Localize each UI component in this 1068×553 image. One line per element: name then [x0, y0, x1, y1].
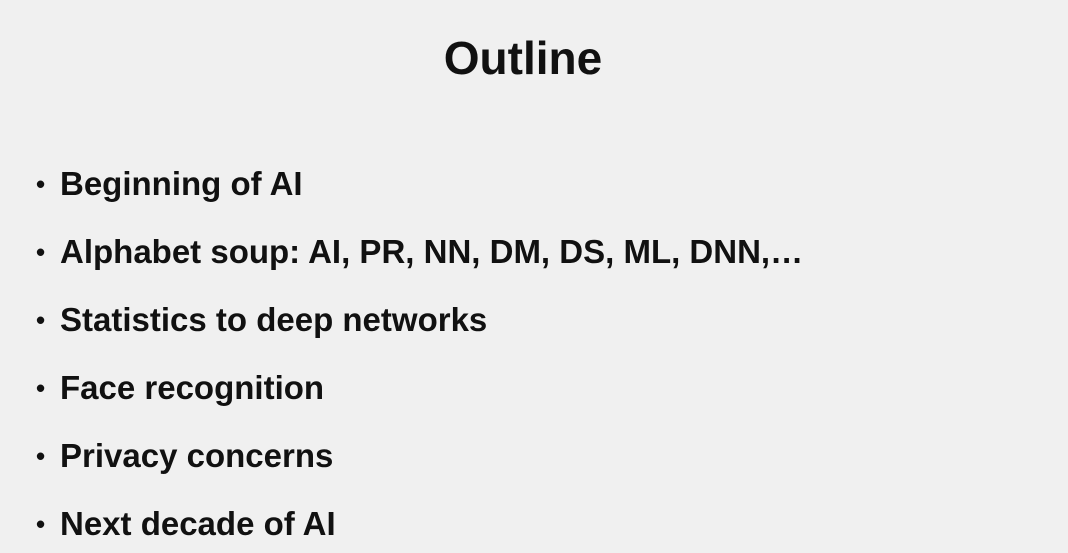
list-item-text: Privacy concerns [60, 437, 334, 474]
bullet-icon: • [36, 373, 46, 403]
outline-list [36, 150, 803, 553]
list-item [36, 286, 803, 354]
list-item [36, 490, 803, 553]
bullet-icon: • [36, 509, 46, 539]
list-item [36, 354, 803, 422]
list-item-text: Next decade of AI [60, 505, 336, 542]
bullet-icon: • [36, 441, 46, 471]
list-item-text: Alphabet soup: AI, PR, NN, DM, DS, ML, DNN,… [60, 233, 804, 270]
list-item-text: Statistics to deep networks [60, 301, 488, 338]
bullet-icon: • [36, 237, 46, 267]
bullet-icon: • [36, 305, 46, 335]
slide-title: Outline [443, 32, 603, 84]
list-item [36, 218, 803, 286]
list-item-text: Beginning of AI [60, 165, 303, 202]
list-item [36, 150, 803, 218]
list-item-text: Face recognition [60, 369, 325, 406]
bullet-icon: • [36, 169, 46, 199]
list-item [36, 422, 803, 490]
